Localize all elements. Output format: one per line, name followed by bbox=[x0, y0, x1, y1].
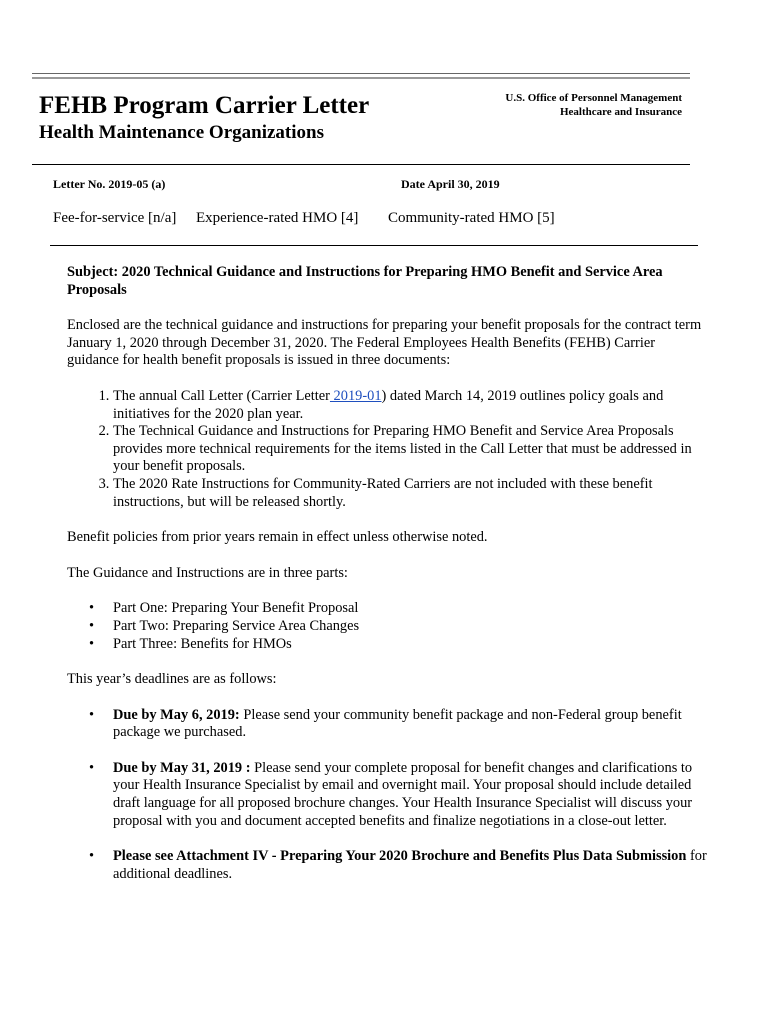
agency-name: U.S. Office of Personnel Management bbox=[505, 92, 682, 104]
documents-list bbox=[67, 388, 707, 511]
subject-line: Subject: 2020 Technical Guidance and Instructions for Preparing HMO Benefit and Service Area Proposals bbox=[67, 264, 663, 298]
deadlines-intro: This year’s deadlines are as follows: bbox=[67, 671, 277, 688]
letter-number: Letter No. 2019-05 (a) bbox=[53, 177, 166, 191]
list-item: 3. The 2020 Rate Instructions for Community-Rated Carriers are not included with these benefit instructions, but will be released shortly. bbox=[113, 476, 707, 511]
deadline-text: Please send your complete proposal for benefit changes and clarifications to your Health Insurance Specialist by email and overnight mail. Your proposal should include detailed draft language for all proposed brochure changes. Your Health Insurance Specialist will discuss your proposal with you and document accepted benefits and finalize negotiations in a close-out letter. bbox=[113, 759, 693, 829]
letter-body bbox=[67, 264, 707, 883]
parts-list bbox=[67, 600, 707, 653]
list-item: • Part Two: Preparing Service Area Changes bbox=[89, 617, 360, 634]
bullet-glyph: • bbox=[89, 848, 95, 865]
list-item: • Part One: Preparing Your Benefit Proposal bbox=[89, 600, 359, 617]
deadline-item bbox=[89, 706, 707, 742]
deadline-date: Due by May 6, 2019: bbox=[113, 706, 240, 723]
carrier-letter-link[interactable]: 2019-01 bbox=[329, 387, 382, 404]
doc1-text-pre: The annual Call Letter (Carrier Letter bbox=[113, 387, 330, 404]
agency-block bbox=[505, 91, 682, 119]
deadline-item bbox=[89, 759, 707, 830]
category-community-rated: Community-rated HMO [5] bbox=[388, 210, 555, 226]
deadline-text: for additional deadlines. bbox=[113, 848, 707, 882]
bullet-glyph: • bbox=[89, 617, 95, 634]
deadline-date: Due by May 31, 2019 : bbox=[113, 759, 251, 776]
intro-paragraph: Enclosed are the technical guidance and instructions for preparing your benefit proposals for the contract term January 1, 2020 through December 31, 2020. The Federal Employees Health Benefits (FEHB) Carrier guidance for health benefit proposals is issued in three documents: bbox=[67, 317, 702, 369]
category-divider bbox=[50, 245, 698, 246]
deadline-item bbox=[89, 848, 707, 883]
header-divider bbox=[32, 164, 690, 165]
doc1-text-post: ) dated March 14, 2019 outlines policy goals and initiatives for the 2020 plan year. bbox=[113, 387, 664, 422]
list-item: • Part Three: Benefits for HMOs bbox=[89, 635, 292, 652]
bullet-glyph: • bbox=[89, 706, 95, 723]
header-top-rule bbox=[32, 73, 690, 79]
attachment-reference: Please see Attachment IV - Preparing Your 2020 Brochure and Benefits Plus Data Submission bbox=[113, 848, 687, 865]
deadline-text: Please send your community benefit package and non-Federal group benefit package we purchased. bbox=[113, 706, 682, 741]
letter-date: Date April 30, 2019 bbox=[401, 177, 500, 191]
page-subtitle: Health Maintenance Organizations bbox=[39, 122, 324, 143]
division-name: Healthcare and Insurance bbox=[559, 106, 682, 118]
category-fee-for-service: Fee-for-service [n/a] bbox=[53, 210, 177, 226]
page-title: FEHB Program Carrier Letter bbox=[39, 92, 370, 119]
list-item: 2. The Technical Guidance and Instructions for Preparing HMO Benefit and Service Area Proposals provides more technical requirements for the items listed in the Call Letter that must be addressed in your benefit proposals. bbox=[113, 423, 707, 476]
bullet-glyph: • bbox=[89, 759, 95, 776]
bullet-glyph: • bbox=[89, 600, 95, 617]
prior-years-paragraph: Benefit policies from prior years remain in effect unless otherwise noted. bbox=[67, 529, 488, 546]
parts-intro: The Guidance and Instructions are in three parts: bbox=[67, 564, 348, 581]
bullet-glyph: • bbox=[89, 635, 95, 652]
category-experience-rated: Experience-rated HMO [4] bbox=[196, 210, 359, 226]
deadlines-list bbox=[67, 707, 707, 884]
list-item bbox=[113, 388, 707, 423]
